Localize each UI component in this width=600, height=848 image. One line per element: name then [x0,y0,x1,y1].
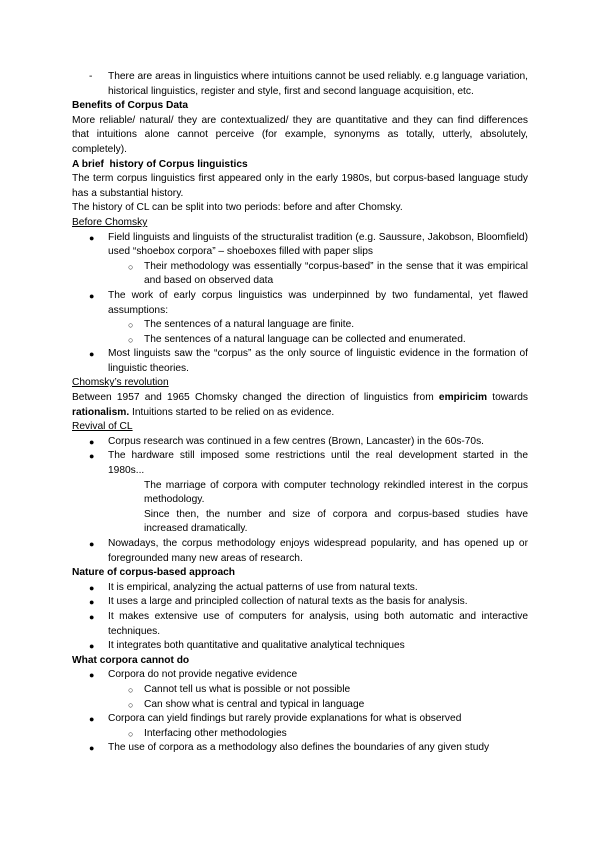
bullet-marker: ● [89,582,95,593]
circle-marker: ○ [128,334,134,345]
list-item [72,639,528,654]
bullet-marker: ● [89,597,95,608]
list-item-text: Their methodology was essentially “corpus-based” in the sense that it was empirical and based on observed data [144,260,528,287]
list-item-text: It makes extensive use of computers for analysis, using both automatic and interactive techniques. [108,610,528,637]
list-item [72,347,528,376]
list-item-text: Nowadays, the corpus methodology enjoys widespread popularity, and has opened up or foregrounded many new areas of research. [108,538,528,564]
list-item-text: There are areas in linguistics where intuitions cannot be used reliably. e.g language variation, historical linguistics, register and style, first and second language acquisition, etc. [108,71,528,97]
bullet-marker: ● [89,232,95,243]
bold-term-rationalism: rationalism. [72,406,130,418]
circle-marker: ○ [128,728,134,739]
list-item [72,449,528,478]
list-item-text: The hardware still imposed some restrictions until the real development started in the 1980s... [108,450,528,477]
sub-list-item [72,727,528,742]
subheading-chomsky-revolution: Chomsky’s revolution [72,377,169,389]
circle-marker: ○ [128,699,134,710]
list-item [72,231,528,260]
bullet-marker: ● [89,349,95,360]
list-item [72,537,528,566]
sub-list-item [72,683,528,698]
list-item [72,668,528,683]
history-paragraph-1: The term corpus linguistics first appeared only in the early 1980s, but corpus-based language study has a substantial history. [72,173,528,199]
list-item-text: Interfacing other methodologies [144,727,287,739]
list-item-text: Corpora can yield findings but rarely provide explanations for what is observed [108,713,462,725]
sub-list-item [72,318,528,333]
bullet-marker: ● [89,290,95,301]
list-item [72,581,528,596]
list-item [72,610,528,639]
bullet-marker: ● [89,611,95,622]
section-heading-nature: Nature of corpus-based approach [72,567,236,579]
bullet-marker: ● [89,743,95,754]
circle-marker: ○ [128,261,134,272]
list-item-text: Field linguists and linguists of the structuralist tradition (e.g. Saussure, Jakobson, Bloomfield) used “shoebox corpora” – shoeboxes filled with paper slips [108,231,528,258]
list-item-text: The use of corpora as a methodology also defines the boundaries of any given study [108,742,490,754]
text-run: towards [487,392,528,404]
list-item-text: The work of early corpus linguistics was underpinned by two fundamental, yet flawed assumptions: [108,289,528,316]
list-item [72,741,528,756]
text-run: Between 1957 and 1965 Chomsky changed the direction of linguistics from [72,392,439,404]
text-run: Intuitions started to be relied on as evidence. [129,406,335,418]
bullet-marker: ● [89,714,95,725]
history-paragraph-2: The history of CL can be split into two periods: before and after Chomsky. [72,202,403,214]
subheading-before-chomsky: Before Chomsky [72,216,148,228]
list-item-text: Can show what is central and typical in language [144,698,365,710]
sub-list-item [72,260,528,289]
sub-list-item [72,698,528,713]
list-item-text: The sentences of a natural language are finite. [144,319,355,331]
circle-marker: ○ [128,684,134,695]
list-item [72,712,528,727]
list-item-text: Cannot tell us what is possible or not possible [144,683,351,695]
list-item-text: It is empirical, analyzing the actual patterns of use from natural texts. [108,581,418,593]
bullet-marker: ● [89,641,95,652]
list-item-text: It integrates both quantitative and qualitative analytical techniques [108,640,405,652]
bullet-marker: ● [89,436,95,447]
list-item [72,289,528,318]
list-item-text: The sentences of a natural language can be collected and enumerated. [144,333,466,345]
dash-marker: - [89,71,93,82]
subheading-revival: Revival of CL [72,421,133,433]
benefits-paragraph: More reliable/ natural/ they are contextualized/ they are quantitative and they can find differences that intuitions alone cannot perceive (for example, synonyms as totally, utterly, absolutely, completely). [72,114,528,155]
list-item-text: Most linguists saw the “corpus” as the only source of linguistic evidence in the formation of linguistic theories. [108,348,528,374]
bold-term-empiricism: empiricim [438,392,488,404]
list-item-text: It uses a large and principled collection of natural texts as the basis for analysis. [108,596,468,608]
list-item-text: Corpora do not provide negative evidence [108,669,298,681]
indented-paragraph: The marriage of corpora with computer technology rekindled interest in the corpus methodology. [144,479,528,506]
sub-list-item [72,333,528,348]
document-body [72,70,528,756]
intro-list-item [72,70,528,99]
section-heading-cannot: What corpora cannot do [72,654,190,666]
revolution-paragraph [72,391,528,420]
list-item [72,595,528,610]
bullet-marker: ● [89,539,95,549]
circle-marker: ○ [128,320,134,331]
list-item-text: Corpus research was continued in a few centres (Brown, Lancaster) in the 60s-70s. [108,435,484,447]
indented-paragraph: Since then, the number and size of corpora and corpus-based studies have increased dramatically. [144,508,528,535]
bullet-marker: ● [89,670,95,681]
section-heading-history: A brief history of Corpus linguistics [72,158,248,170]
bullet-marker: ● [89,451,95,462]
list-item [72,435,528,450]
section-heading-benefits: Benefits of Corpus Data [72,100,189,112]
